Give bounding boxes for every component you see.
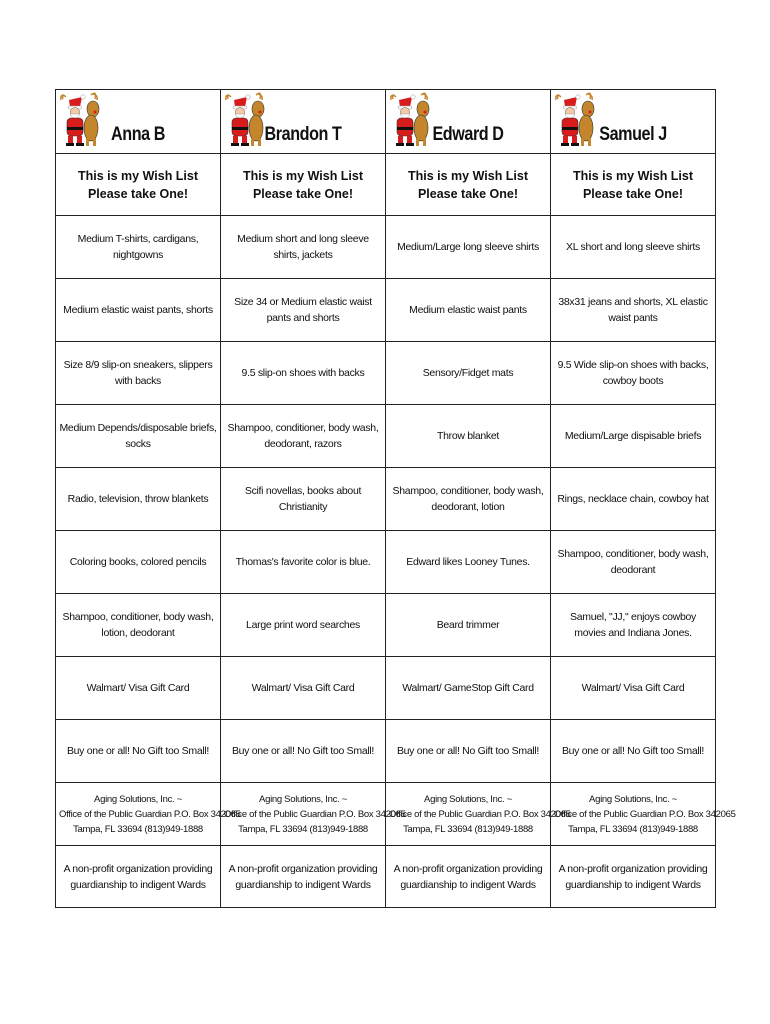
wish-item-row: [56, 657, 716, 720]
wish-item: 9.5 slip-on shoes with backs: [221, 342, 386, 405]
org-address: Office of the Public Guardian P.O. Box 342065: [224, 808, 406, 820]
nonprofit-statement: A non-profit organization providing guardianship to indigent Wards: [551, 846, 716, 908]
wish-item: Medium/Large dispisable briefs: [551, 405, 716, 468]
person-name: Samuel J: [599, 124, 667, 145]
wish-item: Medium Depends/disposable briefs, socks: [56, 405, 221, 468]
org-phone: Tampa, FL 33694 (813)949-1888: [568, 823, 698, 835]
wish-item-row: [56, 342, 716, 405]
wish-item: Radio, television, throw blankets: [56, 468, 221, 531]
heading-line-2: Please take One!: [252, 186, 354, 201]
org-name: Aging Solutions, Inc. ~: [589, 793, 677, 805]
org-phone: Tampa, FL 33694 (813)949-1888: [238, 823, 368, 835]
org-address: Office of the Public Guardian P.O. Box 342065: [389, 808, 571, 820]
name-cell: [221, 90, 386, 154]
wish-item: Shampoo, conditioner, body wash, deodorant: [551, 531, 716, 594]
wish-list-heading: [551, 154, 716, 216]
wish-item: Medium T-shirts, cardigans, nightgowns: [56, 216, 221, 279]
wish-item: Size 8/9 slip-on sneakers, slippers with backs: [56, 342, 221, 405]
name-cell: [551, 90, 716, 154]
org-address: Office of the Public Guardian P.O. Box 342065: [59, 808, 241, 820]
org-phone: Tampa, FL 33694 (813)949-1888: [73, 823, 203, 835]
wish-item: Size 34 or Medium elastic waist pants and shorts: [221, 279, 386, 342]
heading-line-2: Please take One!: [417, 186, 519, 201]
wish-item-row: [56, 216, 716, 279]
wish-item: Medium elastic waist pants, shorts: [56, 279, 221, 342]
name-cell: [56, 90, 221, 154]
wish-item: Samuel, "JJ," enjoys cowboy movies and Indiana Jones.: [551, 594, 716, 657]
person-name: Anna B: [111, 124, 165, 145]
wish-item: Shampoo, conditioner, body wash, deodorant, razors: [221, 405, 386, 468]
org-name: Aging Solutions, Inc. ~: [259, 793, 347, 805]
wish-list-header-row: [56, 154, 716, 216]
wish-item: Large print word searches: [221, 594, 386, 657]
organization-info: [551, 783, 736, 846]
nonprofit-statement: A non-profit organization providing guardianship to indigent Wards: [386, 846, 551, 908]
wish-item: Edward likes Looney Tunes.: [386, 531, 551, 594]
wish-item: Beard trimmer: [386, 594, 551, 657]
wish-item: Rings, necklace chain, cowboy hat: [551, 468, 716, 531]
wish-item: 38x31 jeans and shorts, XL elastic waist pants: [551, 279, 716, 342]
wish-item-row: [56, 405, 716, 468]
wish-item: Walmart/ GameStop Gift Card: [386, 657, 551, 720]
name-row: [56, 90, 716, 154]
wish-item-row: [56, 468, 716, 531]
wish-item: Coloring books, colored pencils: [56, 531, 221, 594]
person-name: Edward D: [432, 124, 504, 145]
wish-item-row: [56, 531, 716, 594]
wish-item: Walmart/ Visa Gift Card: [221, 657, 386, 720]
wish-item: Medium elastic waist pants: [386, 279, 551, 342]
wish-list-heading: [221, 154, 386, 216]
wish-item: Walmart/ Visa Gift Card: [551, 657, 716, 720]
nonprofit-statement: A non-profit organization providing guardianship to indigent Wards: [56, 846, 221, 908]
wish-list-table: [55, 89, 736, 908]
heading-line-2: Please take One!: [582, 186, 684, 201]
wish-item: Buy one or all! No Gift too Small!: [386, 720, 551, 783]
wish-item: Shampoo, conditioner, body wash, deodorant, lotion: [386, 468, 551, 531]
name-cell: [386, 90, 551, 154]
organization-row: [56, 783, 716, 846]
wish-item: Sensory/Fidget mats: [386, 342, 551, 405]
person-name: Brandon T: [264, 124, 342, 145]
org-name: Aging Solutions, Inc. ~: [424, 793, 512, 805]
org-name: Aging Solutions, Inc. ~: [94, 793, 182, 805]
wish-item: Buy one or all! No Gift too Small!: [221, 720, 386, 783]
org-address: Office of the Public Guardian P.O. Box 342065: [554, 808, 736, 820]
nonprofit-row: [56, 846, 716, 908]
wish-item: Medium short and long sleeve shirts, jackets: [221, 216, 386, 279]
wish-item: Buy one or all! No Gift too Small!: [56, 720, 221, 783]
wish-item: 9.5 Wide slip-on shoes with backs, cowboy boots: [551, 342, 716, 405]
wish-list-heading: [386, 154, 551, 216]
organization-info: [386, 783, 571, 846]
wish-item: XL short and long sleeve shirts: [551, 216, 716, 279]
heading-line-1: This is my Wish List: [572, 168, 694, 183]
wish-item: Scifi novellas, books about Christianity: [221, 468, 386, 531]
wish-item-row: [56, 279, 716, 342]
organization-info: [221, 783, 406, 846]
wish-item-row: [56, 594, 716, 657]
wish-item: Shampoo, conditioner, body wash, lotion, deodorant: [56, 594, 221, 657]
heading-line-1: This is my Wish List: [242, 168, 364, 183]
nonprofit-statement: A non-profit organization providing guardianship to indigent Wards: [221, 846, 386, 908]
heading-line-1: This is my Wish List: [407, 168, 529, 183]
wish-item-row: [56, 720, 716, 783]
wish-list-heading: [56, 154, 221, 216]
wish-item: Medium/Large long sleeve shirts: [386, 216, 551, 279]
organization-info: [56, 783, 241, 846]
wish-item: Walmart/ Visa Gift Card: [56, 657, 221, 720]
wish-item: Thomas's favorite color is blue.: [221, 531, 386, 594]
org-phone: Tampa, FL 33694 (813)949-1888: [403, 823, 533, 835]
heading-line-2: Please take One!: [87, 186, 189, 201]
wish-item: Throw blanket: [386, 405, 551, 468]
wish-item: Buy one or all! No Gift too Small!: [551, 720, 716, 783]
heading-line-1: This is my Wish List: [77, 168, 199, 183]
